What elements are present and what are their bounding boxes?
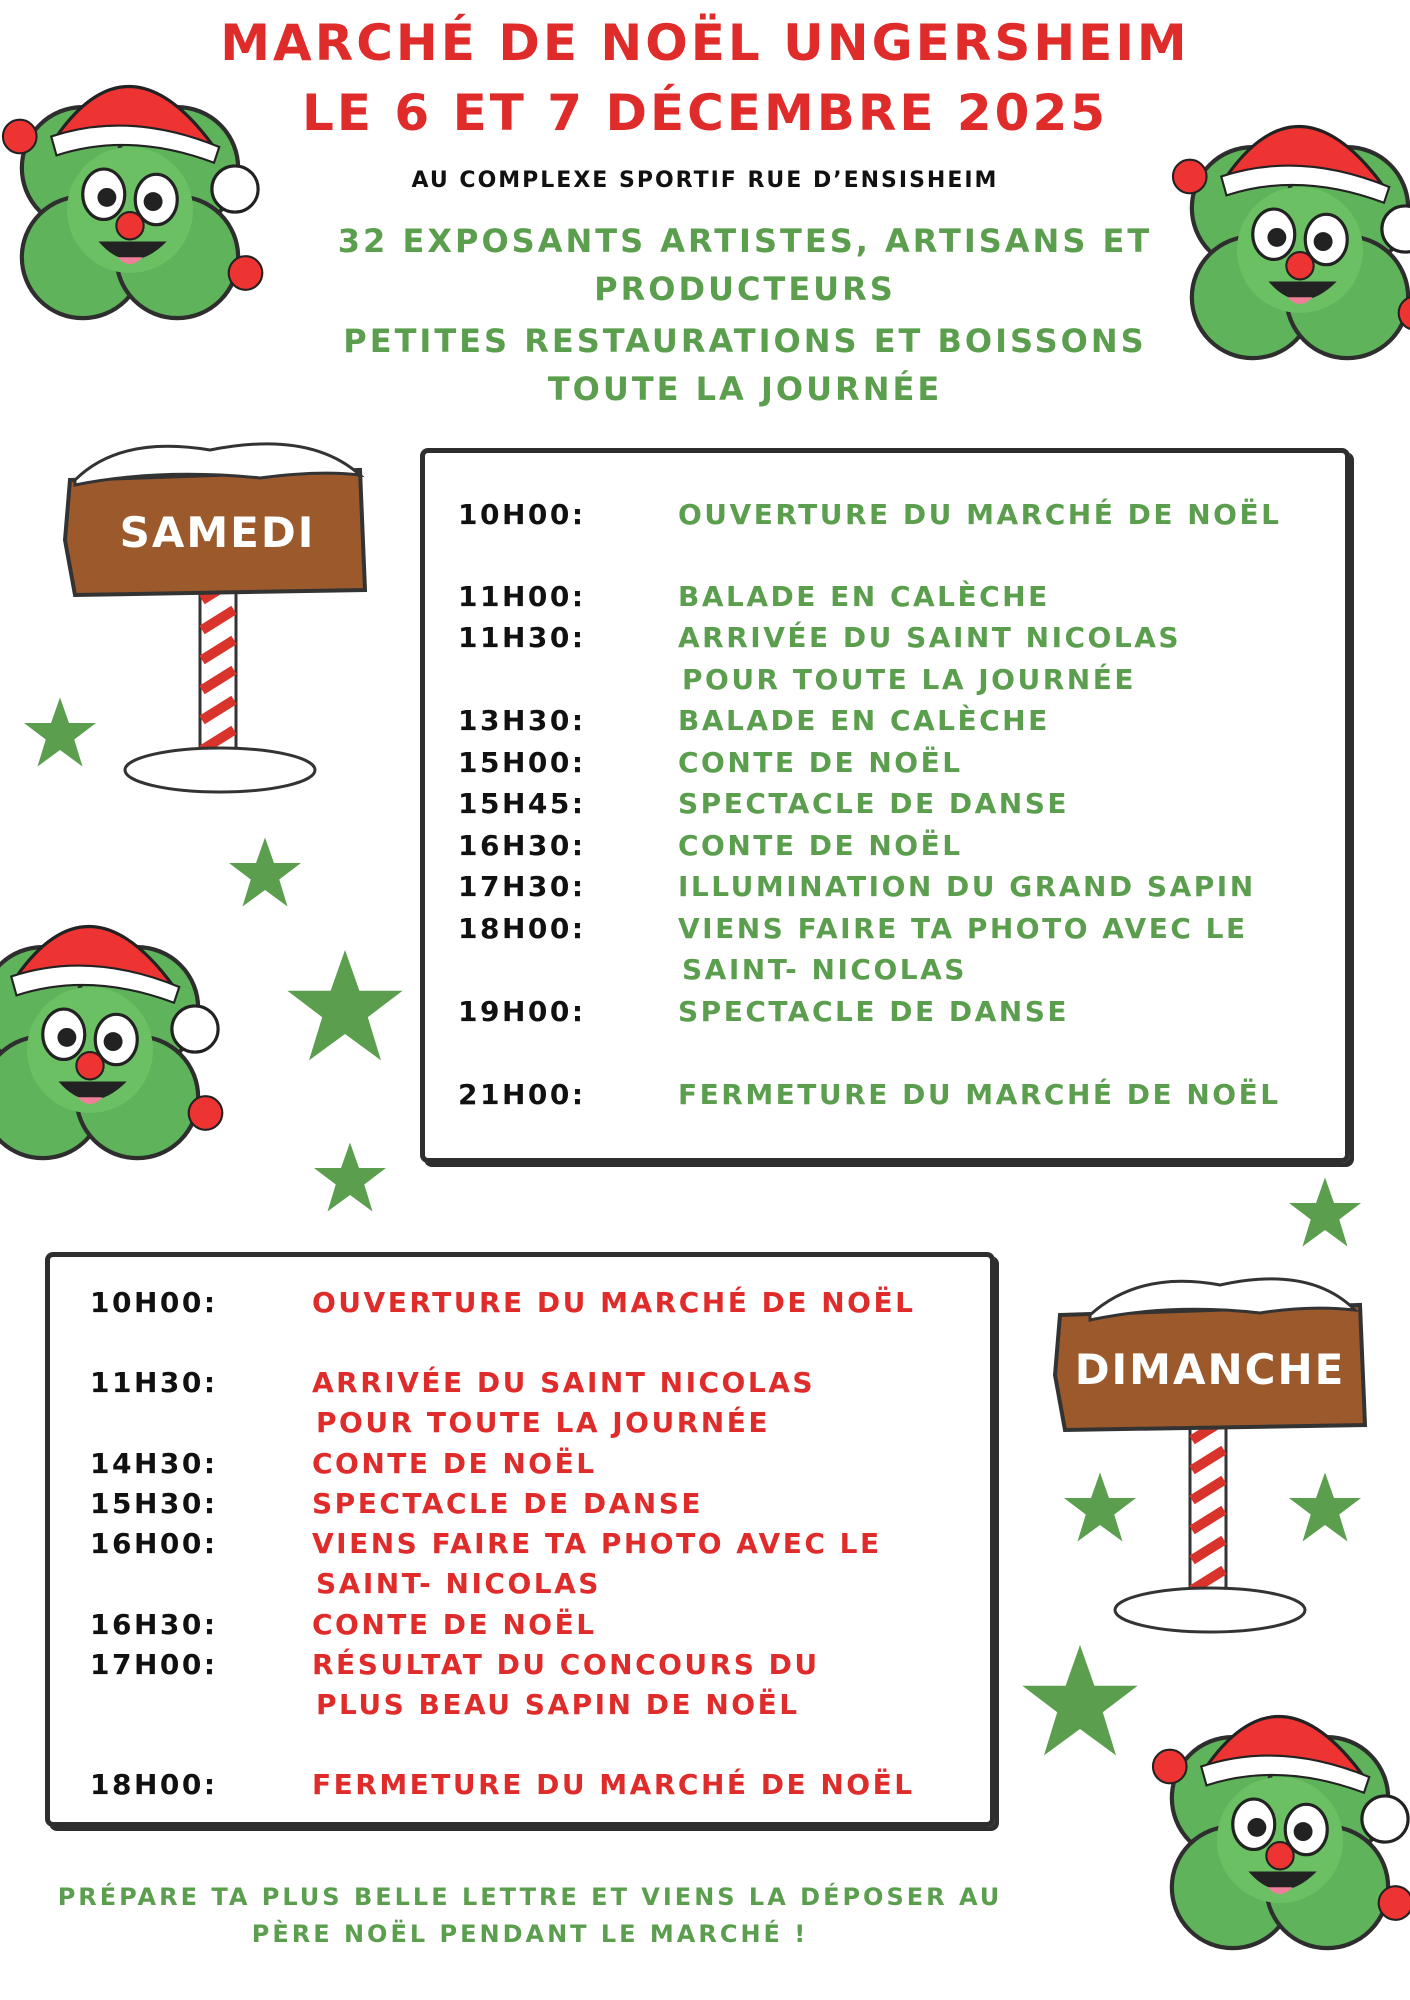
samedi-sign-label: SAMEDI <box>119 508 316 557</box>
samedi-signpost <box>60 430 390 800</box>
info-line-4: TOUTE LA JOURNÉE <box>547 370 943 408</box>
clover-mascot-top-left <box>0 20 350 350</box>
star-icon <box>1015 1640 1145 1770</box>
schedule-time: 10H00: <box>458 498 586 531</box>
schedule-event: CONTE DE NOËL <box>312 1447 597 1480</box>
schedule-time: 13H30: <box>458 704 586 737</box>
star-icon <box>1280 1170 1370 1260</box>
footer-line-2: PÈRE NOËL PENDANT LE MARCHÉ ! <box>251 1920 809 1948</box>
schedule-event: CONTE DE NOËL <box>312 1608 597 1641</box>
schedule-event: OUVERTURE DU MARCHÉ DE NOËL <box>312 1286 916 1319</box>
schedule-time: 11H00: <box>458 580 586 613</box>
schedule-event: SPECTACLE DE DANSE <box>678 995 1069 1028</box>
schedule-time: 19H00: <box>458 995 586 1028</box>
schedule-event: FERMETURE DU MARCHÉ DE NOËL <box>678 1078 1281 1111</box>
schedule-time: 16H30: <box>90 1608 218 1641</box>
schedule-event: SAINT- NICOLAS <box>682 953 967 986</box>
schedule-event: SPECTACLE DE DANSE <box>678 787 1069 820</box>
schedule-time: 18H00: <box>458 912 586 945</box>
schedule-time: 16H00: <box>90 1527 218 1560</box>
schedule-event: SPECTACLE DE DANSE <box>312 1487 703 1520</box>
schedule-event: VIENS FAIRE TA PHOTO AVEC LE <box>312 1527 882 1560</box>
clover-mascot-left <box>0 820 230 1240</box>
dimanche-signpost <box>1050 1260 1390 1640</box>
schedule-time: 15H00: <box>458 746 586 779</box>
schedule-time: 14H30: <box>90 1447 218 1480</box>
footer-line-1: PRÉPARE TA PLUS BELLE LETTRE ET VIENS LA DÉPOSER AU <box>57 1883 1003 1911</box>
schedule-time: 15H45: <box>458 787 586 820</box>
clover-mascot-top-right <box>1170 20 1410 420</box>
schedule-time: 17H30: <box>458 870 586 903</box>
schedule-event: CONTE DE NOËL <box>678 746 963 779</box>
schedule-event: BALADE EN CALÈCHE <box>678 580 1050 613</box>
star-icon <box>220 830 310 920</box>
location-text: AU COMPLEXE SPORTIF RUE D’ENSISHEIM <box>411 168 999 193</box>
schedule-event: POUR TOUTE LA JOURNÉE <box>682 663 1136 696</box>
dimanche-sign-label: DIMANCHE <box>1074 1345 1346 1394</box>
star-icon <box>305 1135 395 1225</box>
schedule-time: 11H30: <box>90 1366 218 1399</box>
schedule-time: 16H30: <box>458 829 586 862</box>
info-line-3: PETITES RESTAURATIONS ET BOISSONS <box>343 322 1147 360</box>
title-line-2: LE 6 ET 7 DÉCEMBRE 2025 <box>301 84 1109 142</box>
schedule-event: BALADE EN CALÈCHE <box>678 704 1050 737</box>
info-line-1: 32 EXPOSANTS ARTISTES, ARTISANS ET <box>337 222 1153 260</box>
schedule-event: OUVERTURE DU MARCHÉ DE NOËL <box>678 498 1282 531</box>
schedule-event: FERMETURE DU MARCHÉ DE NOËL <box>312 1768 915 1801</box>
star-icon <box>280 945 410 1075</box>
schedule-time: 10H00: <box>90 1286 218 1319</box>
schedule-time: 15H30: <box>90 1487 218 1520</box>
schedule-event: POUR TOUTE LA JOURNÉE <box>316 1406 770 1439</box>
schedule-time: 17H00: <box>90 1648 218 1681</box>
schedule-event: ARRIVÉE DU SAINT NICOLAS <box>678 621 1182 654</box>
schedule-event: SAINT- NICOLAS <box>316 1567 601 1600</box>
info-line-2: PRODUCTEURS <box>594 270 896 308</box>
schedule-event: RÉSULTAT DU CONCOURS DU <box>312 1648 820 1681</box>
schedule-event: ARRIVÉE DU SAINT NICOLAS <box>312 1366 816 1399</box>
schedule-event: VIENS FAIRE TA PHOTO AVEC LE <box>678 912 1248 945</box>
schedule-time: 11H30: <box>458 621 586 654</box>
schedule-event: ILLUMINATION DU GRAND SAPIN <box>678 870 1256 903</box>
title-line-1: MARCHÉ DE NOËL UNGERSHEIM <box>220 14 1190 72</box>
schedule-time: 21H00: <box>458 1078 586 1111</box>
schedule-time: 18H00: <box>90 1768 218 1801</box>
schedule-event: CONTE DE NOËL <box>678 829 963 862</box>
schedule-event: PLUS BEAU SAPIN DE NOËL <box>316 1688 800 1721</box>
